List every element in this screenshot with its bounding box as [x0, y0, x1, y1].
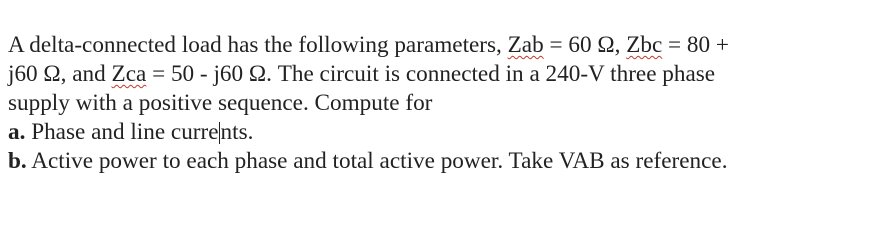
line2-text-a: j60 Ω, and: [8, 61, 112, 87]
zab-term: Zab: [507, 32, 544, 58]
problem-statement: [8, 31, 868, 176]
line1-text-b: = 60 Ω,: [543, 32, 627, 58]
part-b-label: b.: [8, 148, 27, 174]
part-b-text: Active power to each phase and total active power. Take VAB as reference.: [26, 148, 728, 174]
part-a-label: a.: [8, 119, 26, 145]
part-a: [8, 118, 868, 147]
problem-line-3: [8, 89, 868, 118]
problem-line-2: [8, 60, 868, 89]
part-a-text-1: Phase and line curre: [25, 119, 219, 145]
zca-term: Zca: [111, 61, 147, 87]
part-b: [8, 147, 868, 176]
line1-text-c: = 80 +: [662, 32, 729, 58]
zbc-term: Zbc: [626, 32, 663, 58]
line1-text-a: A delta-connected load has the following parameters,: [8, 32, 508, 58]
line2-text-b: = 50 - j60 Ω. The circuit is connected in a 240-V three phase: [146, 61, 716, 87]
part-a-text-2: nts.: [220, 119, 254, 145]
line3-text: supply with a positive sequence. Compute for: [8, 90, 433, 116]
problem-line-1: [8, 31, 868, 60]
